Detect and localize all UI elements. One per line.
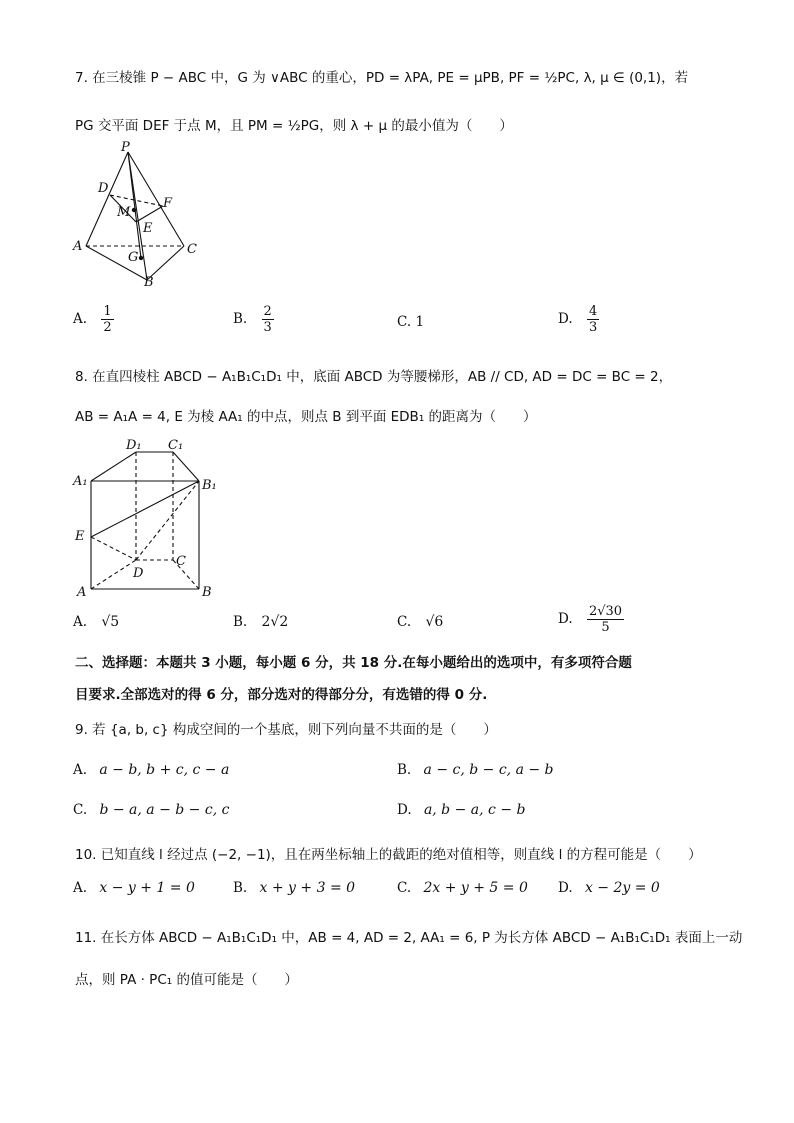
q8-stem-line2: AB = A₁A = 4, E 为棱 AA₁ 的中点，则点 B 到平面 EDB₁ 的距离为（ ） xyxy=(75,409,537,425)
q8-label-B: B xyxy=(202,585,212,600)
q9-option-c[interactable]: C. b − a, a − b − c, c xyxy=(73,802,230,818)
q7-option-d[interactable]: D. $\frac{4}{3}$ xyxy=(558,304,598,335)
q7-option-b[interactable]: B. $\frac{2}{3}$ xyxy=(233,304,272,335)
q8-label-C: C xyxy=(176,554,186,569)
q8-option-b[interactable]: B. 2√2 xyxy=(233,614,289,630)
q7-label-E: E xyxy=(143,221,153,236)
q7-label-G: G xyxy=(128,250,139,265)
q10-option-b[interactable]: B. x + y + 3 = 0 xyxy=(233,880,356,896)
q9-stem: 9. 若 {a, b, c} 构成空间的一个基底，则下列向量不共面的是（ ） xyxy=(75,722,497,738)
q7-label-D: D xyxy=(98,181,109,196)
q10-option-c[interactable]: C. 2x + y + 5 = 0 xyxy=(397,880,528,896)
q7-option-a[interactable]: A. $\frac{1}{2}$ xyxy=(73,304,112,335)
q8-prism-figure xyxy=(68,434,228,602)
q8-label-A: A xyxy=(77,585,87,600)
q8-option-a[interactable]: A. √5 xyxy=(73,614,120,630)
q7-label-A: A xyxy=(73,239,83,254)
q7-label-F: F xyxy=(163,196,173,211)
q9-option-d[interactable]: D. a, b − a, c − b xyxy=(397,802,526,818)
q7-tetrahedron-figure xyxy=(68,140,228,292)
q8-option-d[interactable]: D. $\frac{2√30}{5}$ xyxy=(558,604,623,635)
q7-label-P: P xyxy=(121,140,130,155)
q7-stem-line1: 7. 在三棱锥 P − ABC 中，G 为 ∨ABC 的重心，PD = λPA, PE = μPB, PF = ½PC, λ, μ ∈ (0,1)，若 xyxy=(75,70,689,86)
q9-option-b[interactable]: B. a − c, b − c, a − b xyxy=(397,762,554,778)
q7-option-c[interactable]: C. 1 xyxy=(397,314,425,330)
q7-label-B: B xyxy=(144,275,154,290)
q10-option-d[interactable]: D. x − 2y = 0 xyxy=(558,880,660,896)
q8-label-A1: A₁ xyxy=(73,474,88,489)
q8-label-E: E xyxy=(75,529,85,544)
q10-option-a[interactable]: A. x − y + 1 = 0 xyxy=(73,880,195,896)
section2-heading-line1: 二、选择题：本题共 3 小题，每小题 6 分，共 18 分.在每小题给出的选项中，有多项符合题 xyxy=(75,655,632,671)
q8-option-c[interactable]: C. √6 xyxy=(397,614,444,630)
q7-label-M: M xyxy=(117,205,131,220)
q8-label-B1: B₁ xyxy=(202,478,217,493)
q8-stem-line1: 8. 在直四棱柱 ABCD − A₁B₁C₁D₁ 中，底面 ABCD 为等腰梯形，AB // CD, AD = DC = BC = 2， xyxy=(75,369,673,385)
q9-option-a[interactable]: A. a − b, b + c, c − a xyxy=(73,762,230,778)
q11-stem-line2: 点，则 PA · PC₁ 的值可能是（ ） xyxy=(75,972,298,988)
q11-stem-line1: 11. 在长方体 ABCD − A₁B₁C₁D₁ 中，AB = 4, AD = 2, AA₁ = 6, P 为长方体 ABCD − A₁B₁C₁D₁ 表面上一动 xyxy=(75,930,743,946)
q8-label-D: D xyxy=(133,566,144,581)
q10-stem: 10. 已知直线 l 经过点 (−2, −1)，且在两坐标轴上的截距的绝对值相等，则直线 l 的方程可能是（ ） xyxy=(75,847,702,863)
q8-label-D1: D₁ xyxy=(126,438,142,453)
section2-heading-line2: 目要求.全部选对的得 6 分，部分选对的得部分分，有选错的得 0 分. xyxy=(75,687,488,703)
q7-stem-line2: PG 交平面 DEF 于点 M，且 PM = ½PG，则 λ + μ 的最小值为（ ） xyxy=(75,118,513,134)
q8-label-C1: C₁ xyxy=(168,438,184,453)
q7-label-C: C xyxy=(187,242,197,257)
